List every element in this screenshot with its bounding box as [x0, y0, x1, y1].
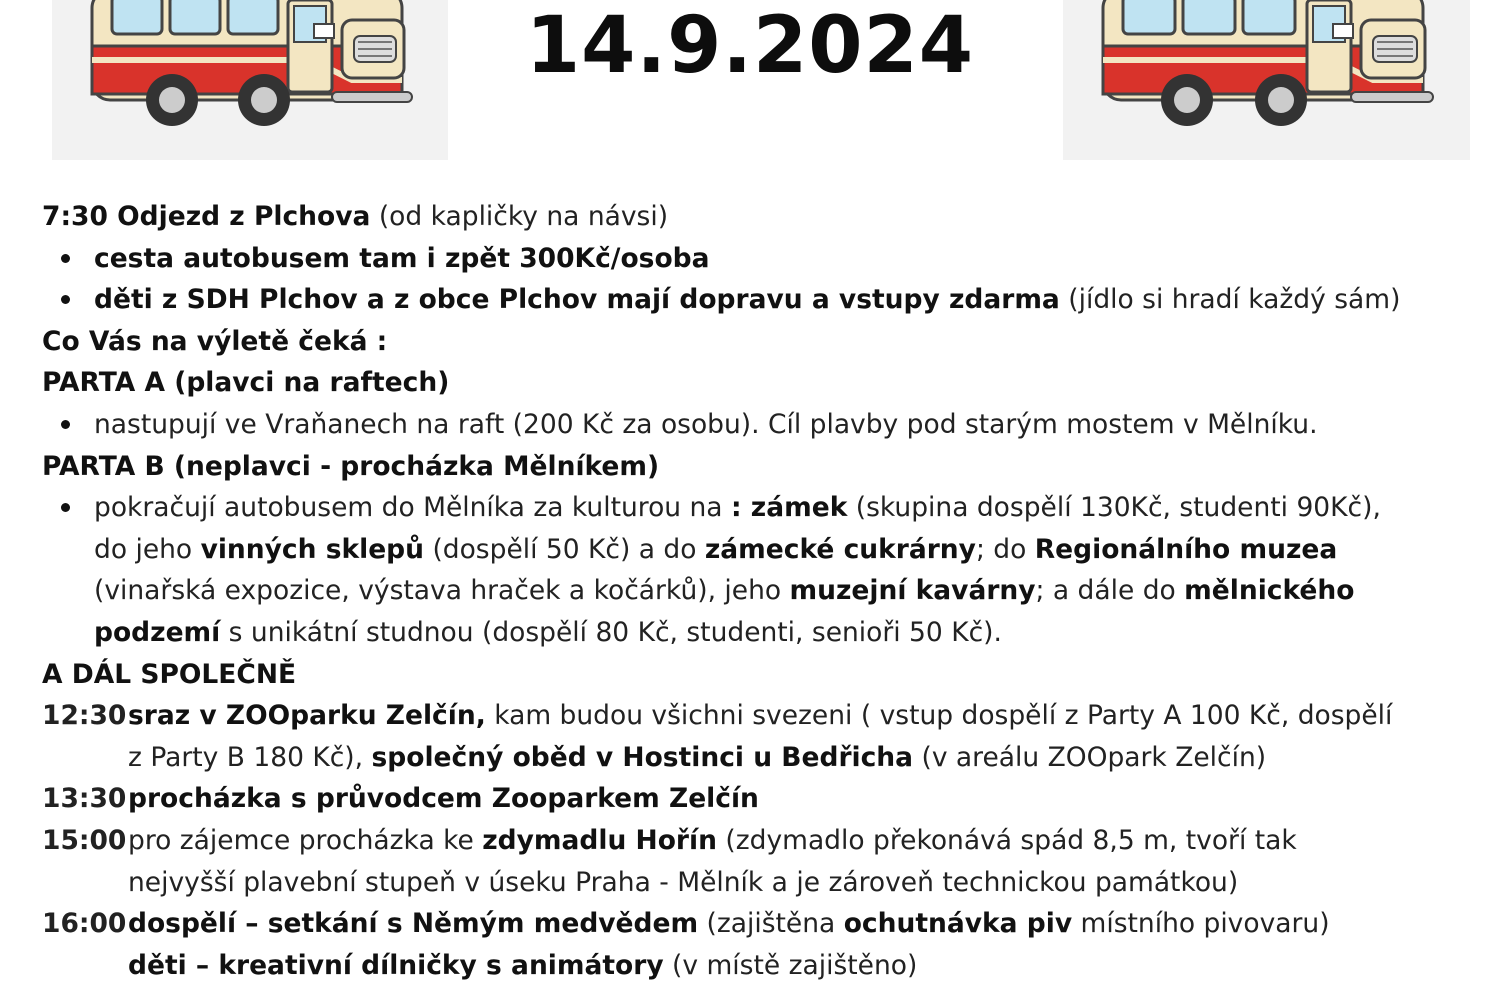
party-b-title: PARTA B (neplavci - procházka Mělníkem): [42, 450, 660, 482]
kids-program: děti – kreativní dílničky s animátory: [128, 949, 664, 981]
party-a-title: PARTA A (plavci na raftech): [42, 367, 450, 399]
bus-price: cesta autobusem tam i zpět 300Kč/osoba: [94, 242, 710, 274]
party-b-heading: [42, 446, 1482, 488]
underground: podzemí: [94, 616, 221, 648]
program-content: [42, 196, 1482, 986]
melnik-underground: mělnického: [1184, 575, 1355, 607]
text: ; a dále do: [1035, 575, 1185, 607]
schedule-time: 12:30: [42, 700, 127, 732]
list-item: [42, 238, 1482, 280]
castle-confectionery: zámecké cukrárny: [704, 533, 976, 565]
departure-time: 7:30 Odjezd z Plchova: [42, 201, 371, 232]
schedule-item: [42, 695, 1482, 778]
party-b-line-2: [94, 529, 1482, 571]
text: (skupina dospělí 130Kč, studenti 90Kč),: [847, 492, 1381, 524]
intro-heading: [42, 321, 1482, 363]
schedule-line: [128, 778, 1482, 820]
party-b-line-1: [94, 487, 1482, 529]
departure-line: [42, 196, 1482, 238]
party-a-bullets: [42, 404, 1482, 446]
intro-text: Co Vás na výletě čeká :: [42, 325, 388, 357]
children-free: děti z SDH Plchov a z obce Plchov mají dopravu a vstupy zdarma: [94, 284, 1060, 316]
schedule-time: 13:30: [42, 783, 127, 815]
horin-lock: zdymadlu Hořín: [482, 824, 717, 856]
castle: : zámek: [730, 492, 848, 524]
lunch: společný oběd v Hostinci u Bedřicha: [371, 741, 914, 773]
schedule-line: [128, 820, 1482, 862]
text: ; do: [975, 533, 1035, 565]
text: pro zájemce procházka ke: [128, 824, 483, 856]
bus-illustration-right: [1063, 0, 1470, 160]
schedule-item: [42, 778, 1482, 820]
list-item: [42, 279, 1482, 321]
party-a-heading: [42, 362, 1482, 404]
guided-tour: procházka s průvodcem Zooparkem Zelčín: [128, 783, 759, 815]
museum-cafe: muzejní kavárny: [789, 575, 1036, 607]
departure-location: (od kapličky na návsi): [370, 201, 669, 232]
schedule-time: 16:00: [42, 908, 127, 940]
party-b-bullets: [42, 487, 1482, 653]
text: z Party B 180 Kč),: [128, 741, 372, 773]
schedule-item: [42, 903, 1482, 986]
text: (v místě zajištěno): [663, 949, 918, 981]
text: (vinařská expozice, výstava hraček a kočárků), jeho: [94, 575, 790, 607]
food-note: (jídlo si hradí každý sám): [1059, 284, 1401, 316]
event-date: 14.9.2024: [525, 1, 975, 91]
text: (zajištěna: [698, 908, 844, 940]
schedule-line: [128, 945, 1482, 987]
text: (v areálu ZOOpark Zelčín): [913, 741, 1267, 773]
regional-museum: Regionálního muzea: [1034, 533, 1338, 565]
bus-icon: [1063, 0, 1470, 160]
wine-cellars: vinných sklepů: [200, 533, 425, 565]
zoo-meetup: sraz v ZOOparku Zelčín,: [128, 700, 486, 732]
beer-tasting: ochutnávka piv: [843, 908, 1073, 940]
adults-program: dospělí – setkání s Němým medvědem: [128, 908, 699, 940]
list-item: nastupují ve Vraňanech na raft (200 Kč za osobu). Cíl plavby pod starým mostem v Mělníku.: [42, 404, 1482, 446]
text: pokračují autobusem do Mělníka za kulturou na: [94, 492, 731, 524]
text: místního pivovaru): [1072, 908, 1330, 940]
text: (zdymadlo překonává spád 8,5 m, tvoří tak: [716, 824, 1297, 856]
list-item: [42, 487, 1482, 653]
together-heading: [42, 654, 1482, 696]
schedule-time: 15:00: [42, 824, 127, 856]
text: s unikátní studnou (dospělí 80 Kč, studenti, senioři 50 Kč).: [220, 616, 1002, 648]
schedule-item: [42, 820, 1482, 903]
together-title: A DÁL SPOLEČNĚ: [42, 658, 297, 690]
text: (dospělí 50 Kč) a do: [424, 533, 705, 565]
schedule-line: nejvyšší plavební stupeň v úseku Praha - Mělník a je zároveň technickou památkou): [128, 866, 1239, 898]
text: do jeho: [94, 533, 201, 565]
text: kam budou všichni svezeni ( vstup dospělí z Party A 100 Kč, dospělí: [485, 700, 1393, 732]
party-b-line-3: [94, 570, 1482, 612]
schedule-line: [128, 695, 1482, 737]
schedule-line: [128, 903, 1482, 945]
departure-bullets: [42, 238, 1482, 321]
party-b-line-4: [94, 612, 1482, 654]
schedule-line: [128, 737, 1482, 779]
